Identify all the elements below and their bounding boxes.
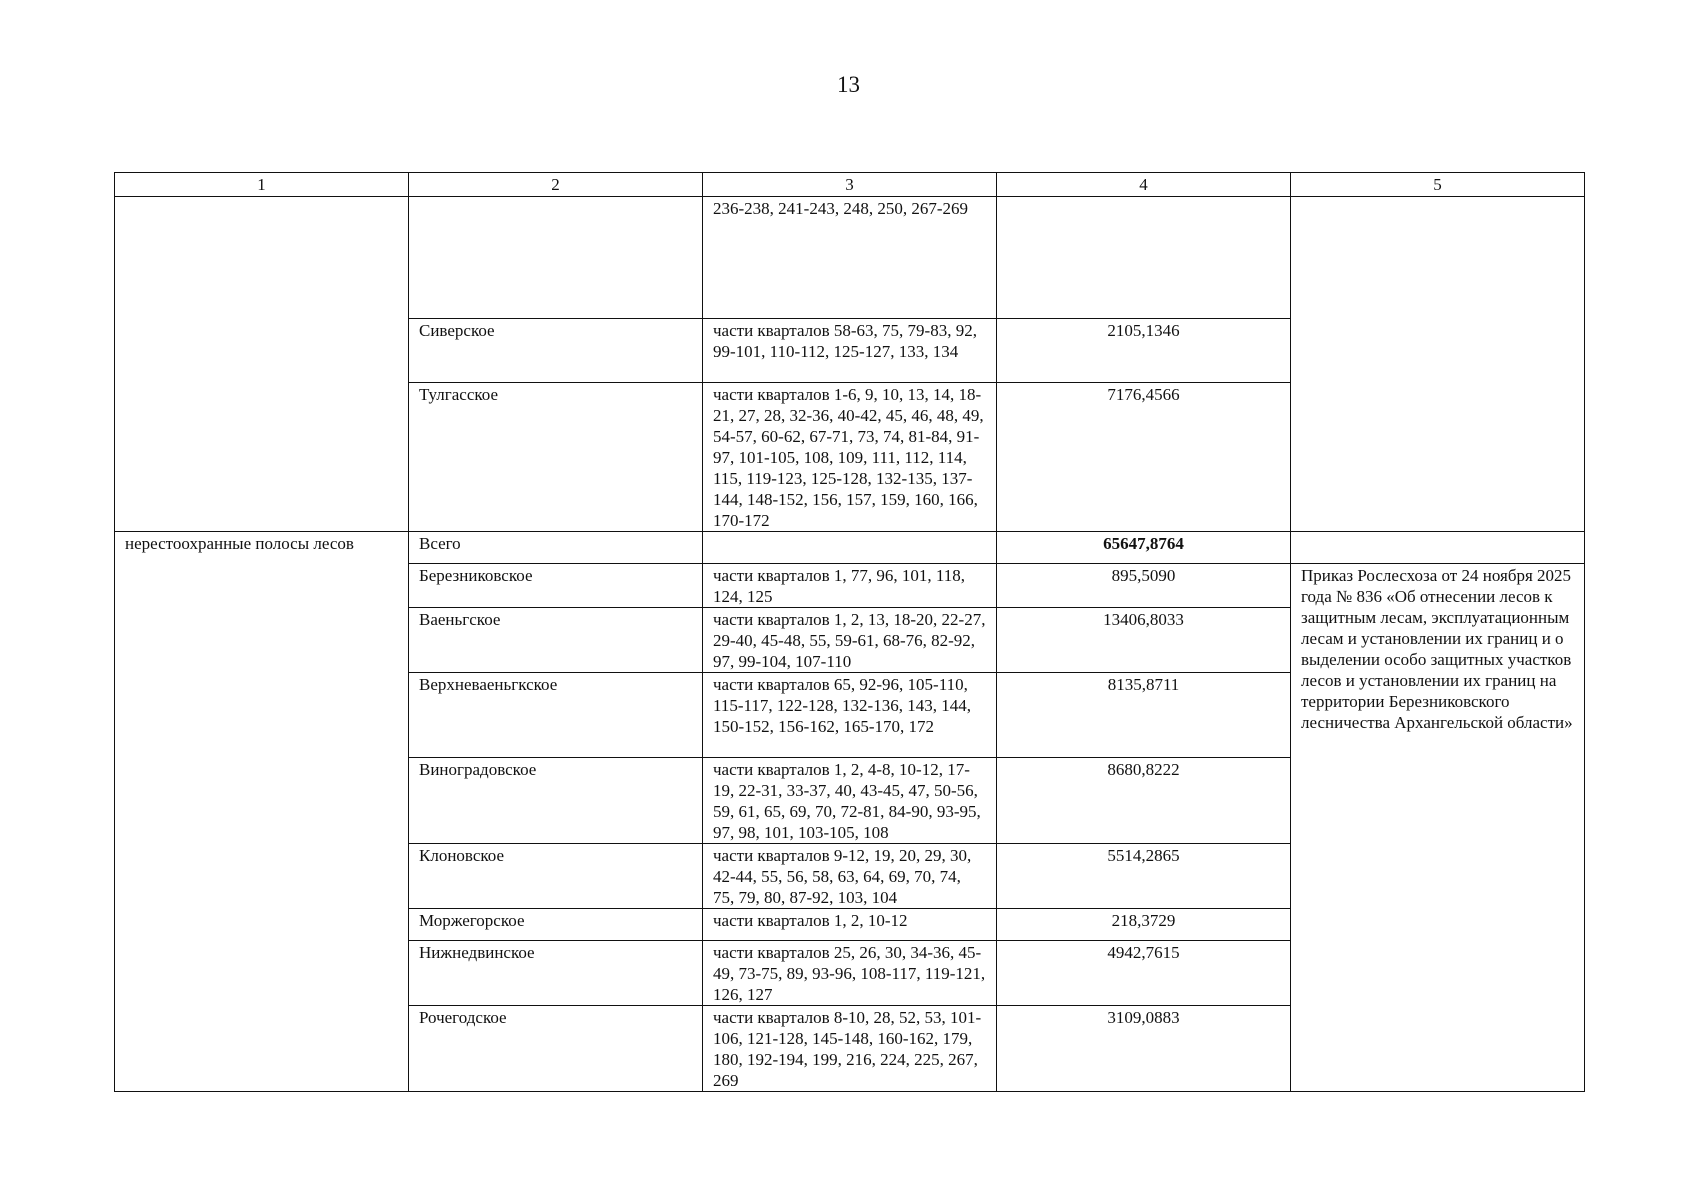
column-number: 1 (115, 173, 409, 197)
quarters-cell: части кварталов 1, 2, 13, 18-20, 22-27, 29-40, 45-48, 55, 59-61, 68-76, 82-92, 97, 99-104, 107-110 (703, 608, 997, 673)
total-area: 65647,8764 (997, 532, 1291, 564)
area-cell: 895,5090 (997, 564, 1291, 608)
quarters-cell: части кварталов 1, 2, 4-8, 10-12, 17-19, 22-31, 33-37, 40, 43-45, 47, 50-56, 59, 61, 65, 69, 70, 72-81, 84-90, 93-95, 97, 98, 101, 103-105, 108 (703, 758, 997, 844)
total-row (115, 532, 1585, 564)
area-cell: 5514,2865 (997, 844, 1291, 909)
column-number: 5 (1291, 173, 1585, 197)
forestry-cell: Моржегорское (409, 909, 703, 941)
quarters-cell: части кварталов 65, 92-96, 105-110, 115-117, 122-128, 132-136, 143, 144, 150-152, 156-162, 165-170, 172 (703, 673, 997, 758)
area-cell: 13406,8033 (997, 608, 1291, 673)
column-number: 3 (703, 173, 997, 197)
forestry-cell (409, 197, 703, 319)
area-cell: 4942,7615 (997, 941, 1291, 1006)
area-cell: 3109,0883 (997, 1006, 1291, 1092)
forestry-cell: Ваеньгское (409, 608, 703, 673)
forestry-cell: Верхневаеньгкское (409, 673, 703, 758)
column-number: 2 (409, 173, 703, 197)
forestry-cell: Тулгасское (409, 383, 703, 532)
quarters-cell: части кварталов 9-12, 19, 20, 29, 30, 42-44, 55, 56, 58, 63, 64, 69, 70, 74, 75, 79, 80, 87-92, 103, 104 (703, 844, 997, 909)
quarters-cell: части кварталов 1, 77, 96, 101, 118, 124, 125 (703, 564, 997, 608)
table-row (115, 197, 1585, 319)
area-cell: 2105,1346 (997, 319, 1291, 383)
area-cell (997, 197, 1291, 319)
total-label: Всего (409, 532, 703, 564)
forestry-cell: Рочегодское (409, 1006, 703, 1092)
quarters-cell: части кварталов 58-63, 75, 79-83, 92, 99-101, 110-112, 125-127, 133, 134 (703, 319, 997, 383)
quarters-cell: 236-238, 241-243, 248, 250, 267-269 (703, 197, 997, 319)
quarters-cell: части кварталов 25, 26, 30, 34-36, 45-49, 73-75, 89, 93-96, 108-117, 119-121, 126, 127 (703, 941, 997, 1006)
forestry-cell: Березниковское (409, 564, 703, 608)
forestry-cell: Сиверское (409, 319, 703, 383)
category-cell (115, 197, 409, 532)
column-number: 4 (997, 173, 1291, 197)
area-cell: 7176,4566 (997, 383, 1291, 532)
forest-table (114, 172, 1585, 1092)
page-number: 13 (837, 72, 860, 97)
area-cell: 218,3729 (997, 909, 1291, 941)
category-cell: нерестоохранные полосы лесов (115, 532, 409, 1092)
area-cell: 8680,8222 (997, 758, 1291, 844)
forestry-cell: Нижнедвинское (409, 941, 703, 1006)
forestry-cell: Клоновское (409, 844, 703, 909)
legal-basis-cell (1291, 197, 1585, 532)
forestry-cell: Виноградовское (409, 758, 703, 844)
quarters-cell: части кварталов 1, 2, 10-12 (703, 909, 997, 941)
quarters-cell: части кварталов 1-6, 9, 10, 13, 14, 18-21, 27, 28, 32-36, 40-42, 45, 46, 48, 49, 54-57, 60-62, 67-71, 73, 74, 81-84, 91-97, 101-105, 108, 109, 111, 112, 114, 115, 119-123, 125-128, 132-135, 137-144, 148-152, 156, 157, 159, 160, 166, 170-172 (703, 383, 997, 532)
column-number-row (115, 173, 1585, 197)
quarters-cell: части кварталов 8-10, 28, 52, 53, 101-106, 121-128, 145-148, 160-162, 179, 180, 192-194, 199, 216, 224, 225, 267, 269 (703, 1006, 997, 1092)
area-cell: 8135,8711 (997, 673, 1291, 758)
legal-basis-cell: Приказ Рослесхоза от 24 ноября 2025 года № 836 «Об отнесении лесов к защитным лесам, эксплуатационным лесам и установлении их границ и о выделении особо защитных участков лесов и установлении их границ на территории Березниковского лесничества Архангельской области» (1291, 564, 1585, 1092)
quarters-cell (703, 532, 997, 564)
legal-basis-cell (1291, 532, 1585, 564)
